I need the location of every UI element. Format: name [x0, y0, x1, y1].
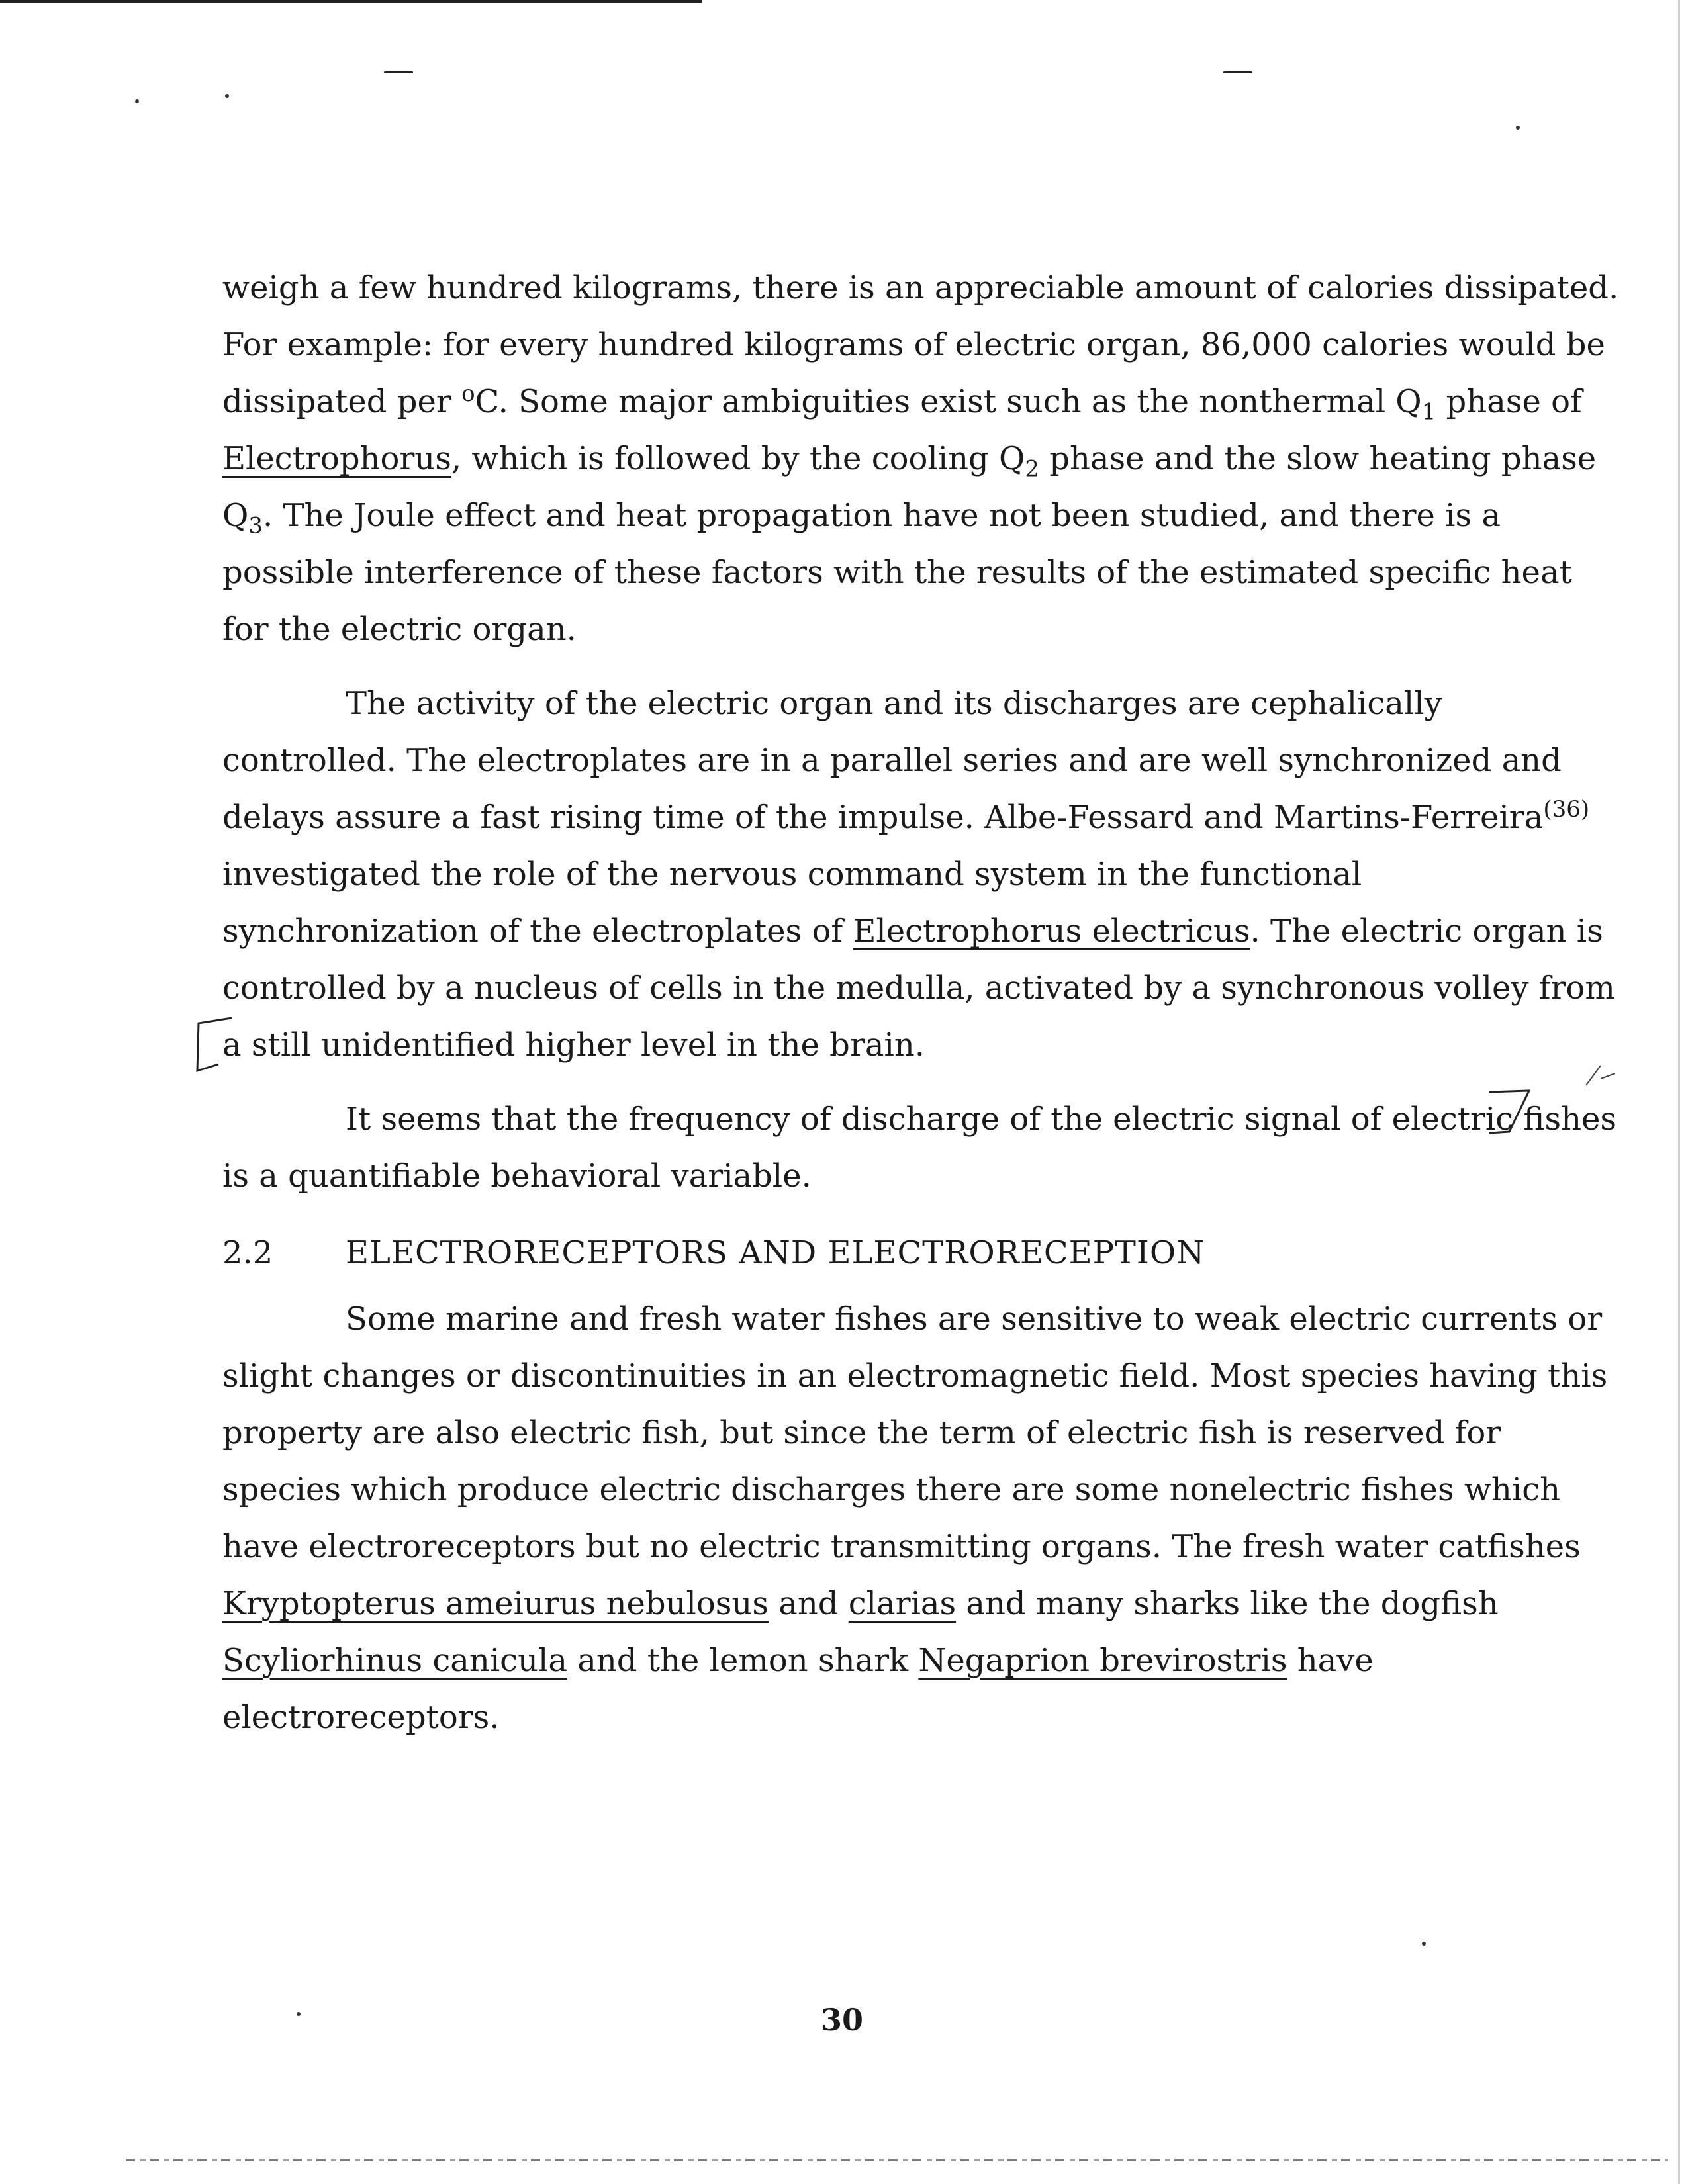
speck	[1516, 126, 1520, 130]
top-scan-line	[0, 0, 702, 3]
speck	[1422, 1942, 1426, 1946]
bracket-annotation-icon	[185, 1011, 245, 1091]
bracket-annotation-icon	[1483, 1085, 1536, 1145]
top-right-mark	[1223, 71, 1252, 73]
document-body	[222, 259, 1619, 1746]
paragraph-2: The activity of the electric organ and its discharges are cephalically controlled. The electroplates are in a parallel series and are well synchronized and delays assure a fast rising time of the impulse. Albe-Fessard and Martins-Ferreira$^{(36)}$ investigated the role of the nervous command system in the functional synchronization of the electroplates of Electrophorus electricus. The electric organ is controlled by a nucleus of cells in the medulla, activated by a synchronous volley from a still unidentified higher level in the brain.	[222, 685, 1615, 1064]
speck	[225, 94, 229, 98]
section-heading	[222, 1224, 1619, 1281]
species-clarias: clarias	[848, 1585, 957, 1622]
speck	[135, 99, 139, 103]
paragraph-4: Some marine and fresh water fishes are sensitive to weak electric currents or slight changes or discontinuities in an electromagnetic field. Most species having this property are also electric fish, but since the term of electric fish is reserved for species which produce electric discharges there are some nonelectric fishes which have electroreceptors but no electric transmitting organs. The fresh water catfishes Kryptopterus ameiurus nebulosus and clarias and many sharks like the dogfish Scyliorhinus canicula and the lemon shark Negaprion brevirostris have electroreceptors.	[222, 1300, 1608, 1736]
section-title: ELECTRORECEPTORS AND ELECTRORECEPTION	[346, 1234, 1205, 1271]
species-electrophorus: Electrophorus	[222, 440, 451, 477]
top-left-mark	[384, 71, 413, 73]
bottom-scan-line	[126, 2159, 1668, 2161]
section-number: 2.2	[222, 1234, 273, 1271]
paragraph-3: It seems that the frequency of discharge of the electric signal of electric fishes is a quantifiable behavioral variable.	[222, 1101, 1617, 1195]
species-electrophorus-electricus: Electrophorus electricus	[853, 913, 1250, 950]
species-kryptopterus: Kryptopterus ameiurus nebulosus	[222, 1585, 769, 1622]
species-negaprion: Negaprion brevirostris	[918, 1642, 1287, 1679]
pencil-mark-icon	[1581, 1059, 1620, 1092]
paragraph-1: weigh a few hundred kilograms, there is an appreciable amount of calories dissipated. For example: for every hundred kilograms of electric organ, 86,000 calories would be dissipated per $^o$C. Some major ambiguities exist such as the nonthermal $Q_1$ phase of Electrophorus, which is followed by the cooling $Q_2$ phase and the slow heating phase $Q_3$. The Joule effect and heat propagation have not been studied, and there is a possible interference of these factors with the results of the estimated specific heat for the electric organ.	[222, 269, 1619, 648]
right-scan-edge	[1678, 0, 1680, 2184]
page-number: 30	[820, 2002, 863, 2038]
citation-36: (36)	[1543, 796, 1590, 823]
species-scyliorhinus: Scyliorhinus canicula	[222, 1642, 567, 1679]
